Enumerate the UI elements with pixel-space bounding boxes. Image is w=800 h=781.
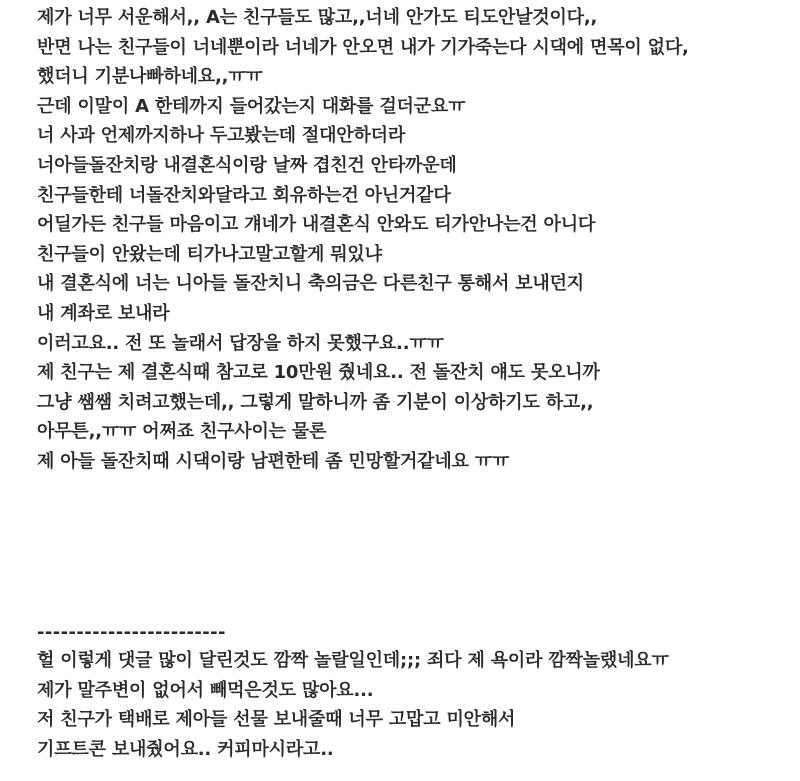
addendum-line: 저 친구가 택배로 제아들 선물 보내줄때 너무 고맙고 미안해서: [37, 709, 516, 731]
addendum-line: 헐 이렇게 댓글 많이 달린것도 깜짝 놀랄일인데;;; 죄다 제 욕이라 깜짝놀랬네요ㅠ: [37, 650, 669, 671]
post-line: 내 결혼식에 너는 니아들 돌잔치니 축의금은 다른친구 통해서 보내던지: [37, 273, 584, 295]
text-divider: ------------------------: [37, 622, 226, 643]
post-line: 반면 나는 친구들이 너네뿐이라 너네가 안오면 내가 기가죽는다 시댁에 면목이 없다,: [37, 36, 689, 58]
post-line: 제 친구는 제 결혼식때 참고로 10만원 줬네요.. 전 돌잔치 얘도 못오니까: [37, 362, 600, 384]
post-line: 그냥 쌤쌤 치려고했는데,, 그렇게 말하니까 좀 기분이 이상하기도 하고,,: [37, 391, 594, 413]
post-main-text: [37, 3, 689, 477]
post-line: 내 계좌로 보내라: [37, 302, 170, 324]
post-line: 아무튼,,ㅠㅠ 어쩌죠 친구사이는 물론: [37, 421, 327, 443]
post-addendum-text: [37, 646, 669, 764]
post-line: 제가 너무 서운해서,, A는 친구들도 많고,,너네 안가도 티도안날것이다,,: [37, 7, 598, 28]
post-line: 제 아들 돌잔치때 시댁이랑 남편한테 좀 민망할거같네요 ㅠㅠ: [37, 450, 510, 472]
post-line: 너 사과 언제까지하나 두고봤는데 절대안하더라: [37, 125, 406, 147]
post-line: 어딜가든 친구들 마음이고 걔네가 내결혼식 안와도 티가안나는건 아니다: [37, 214, 596, 236]
post-line: 했더니 기분나빠하네요,,ㅠㅠ: [37, 66, 263, 88]
addendum-line: 기프트콘 보내줬어요.. 커피마시라고..: [37, 738, 334, 760]
post-line: 친구들이 안왔는데 티가나고말고할게 뭐있냐: [37, 243, 382, 265]
post-line: 너아들돌잔치랑 내결혼식이랑 날짜 겹친건 안타까운데: [37, 154, 457, 176]
post-line: 근데 이말이 A 한테까지 들어갔는지 대화를 걸더군요ㅠ: [37, 95, 466, 117]
post-line: 친구들한테 너돌잔치와달라고 회유하는건 아닌거같다: [37, 184, 451, 206]
addendum-line: 제가 말주변이 없어서 빼먹은것도 많아요...: [37, 679, 374, 701]
post-line: 이러고요.. 전 또 놀래서 답장을 하지 못했구요..ㅠㅠ: [37, 332, 444, 354]
